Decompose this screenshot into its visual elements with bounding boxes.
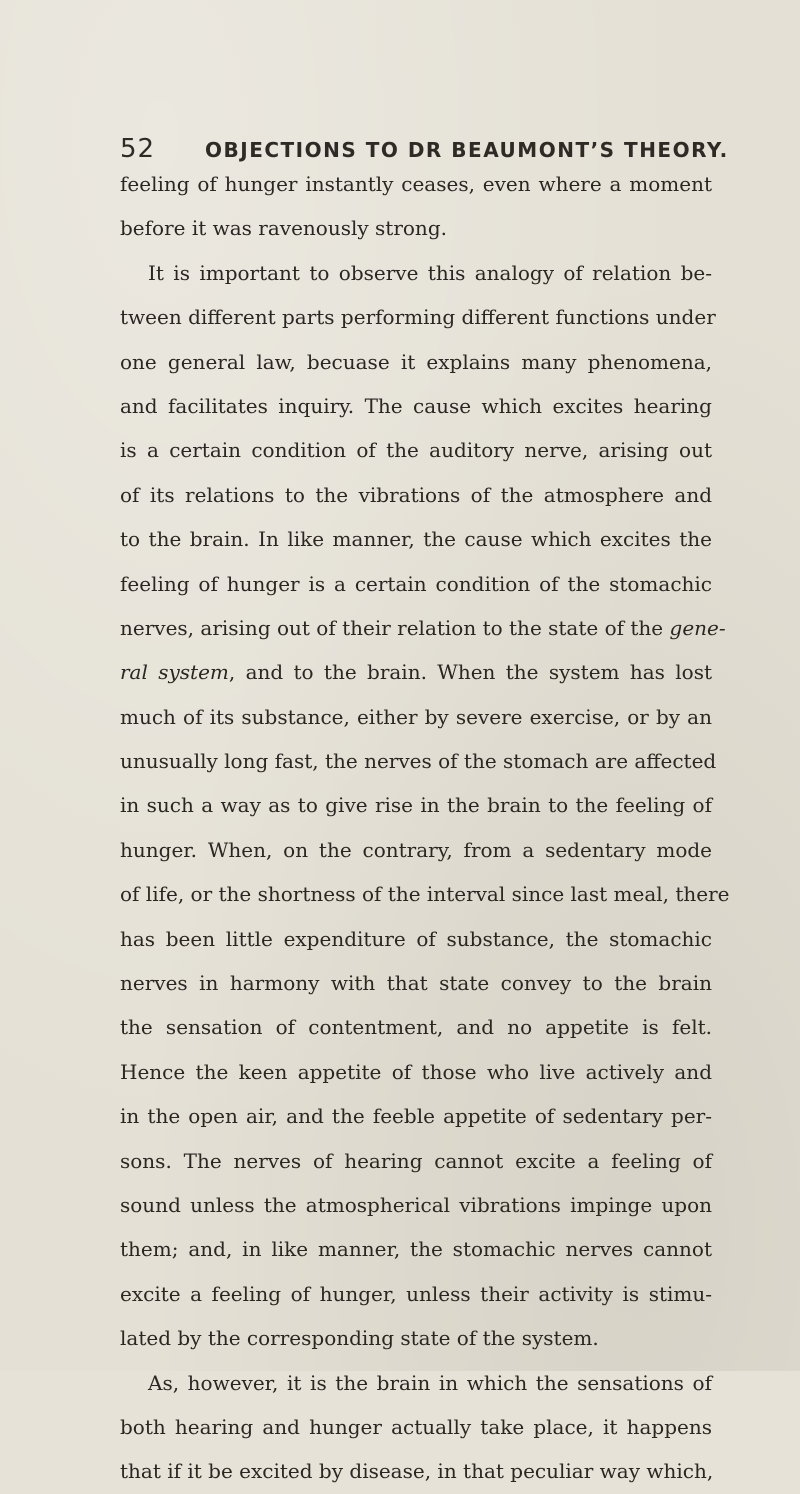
page-header xyxy=(0,124,800,164)
text-line: in such a way as to give rise in the brain to the feeling of xyxy=(120,793,712,818)
text-line: one general law, becuase it explains many phenomena, xyxy=(120,349,712,374)
text-line: excite a feeling of hunger, unless their activity is stimu- xyxy=(120,1281,712,1306)
text-line: the sensation of contentment, and no appetite is felt. xyxy=(120,1015,712,1040)
text-line: tween different parts performing different functions under xyxy=(120,305,716,330)
text-line: them; and, in like manner, the stomachic nerves cannot xyxy=(120,1237,712,1262)
text-line: feeling of hunger is a certain condition of the stomachic xyxy=(120,571,712,596)
italic-phrase: ral system xyxy=(120,660,229,685)
text-line: sons. The nerves of hearing cannot excite a feeling of xyxy=(120,1148,712,1173)
text-line: to the brain. In like manner, the cause which excites the xyxy=(120,527,712,552)
text-line xyxy=(120,606,726,650)
page-number: 52 xyxy=(120,134,156,164)
text-line: Hence the keen appetite of those who live actively and xyxy=(120,1059,712,1084)
text-line: and facilitates inquiry. The cause which excites hearing xyxy=(120,393,712,418)
text-line: much of its substance, either by severe exercise, or by an xyxy=(120,704,712,729)
body-text xyxy=(120,162,730,1494)
paragraph-start-line: As, however, it is the brain in which the sensations of xyxy=(148,1370,712,1395)
text-segment: , and to the brain. When the system has lost xyxy=(228,660,712,685)
text-line: is a certain condition of the auditory nerve, arising out xyxy=(120,438,712,463)
text-line: lated by the corresponding state of the system. xyxy=(120,1326,599,1351)
text-line xyxy=(120,650,712,694)
text-line: both hearing and hunger actually take place, it happens xyxy=(120,1414,712,1439)
text-line: hunger. When, on the contrary, from a sedentary mode xyxy=(120,837,712,862)
text-line: of life, or the shortness of the interval since last meal, there xyxy=(120,882,730,907)
text-line: unusually long fast, the nerves of the stomach are affected xyxy=(120,749,717,774)
text-line: before it was ravenously strong. xyxy=(120,216,447,241)
text-line: feeling of hunger instantly ceases, even where a moment xyxy=(120,172,712,196)
italic-word: gene- xyxy=(669,615,726,640)
text-line: in the open air, and the feeble appetite of sedentary per- xyxy=(120,1104,712,1129)
text-segment: nerves, arising out of their relation to the state of the xyxy=(120,615,670,640)
text-line: nerves in harmony with that state convey to the brain xyxy=(120,971,712,996)
running-head: OBJECTIONS TO DR BEAUMONT’S THEORY. xyxy=(205,138,729,162)
paragraph-start-line: It is important to observe this analogy of relation be- xyxy=(148,260,712,285)
text-line: has been little expenditure of substance, the stomachic xyxy=(120,926,712,951)
text-line: sound unless the atmospherical vibrations impinge upon xyxy=(120,1192,712,1217)
text-line: of its relations to the vibrations of the atmosphere and xyxy=(120,482,712,507)
text-line: that if it be excited by disease, in that peculiar way which, xyxy=(120,1459,714,1484)
